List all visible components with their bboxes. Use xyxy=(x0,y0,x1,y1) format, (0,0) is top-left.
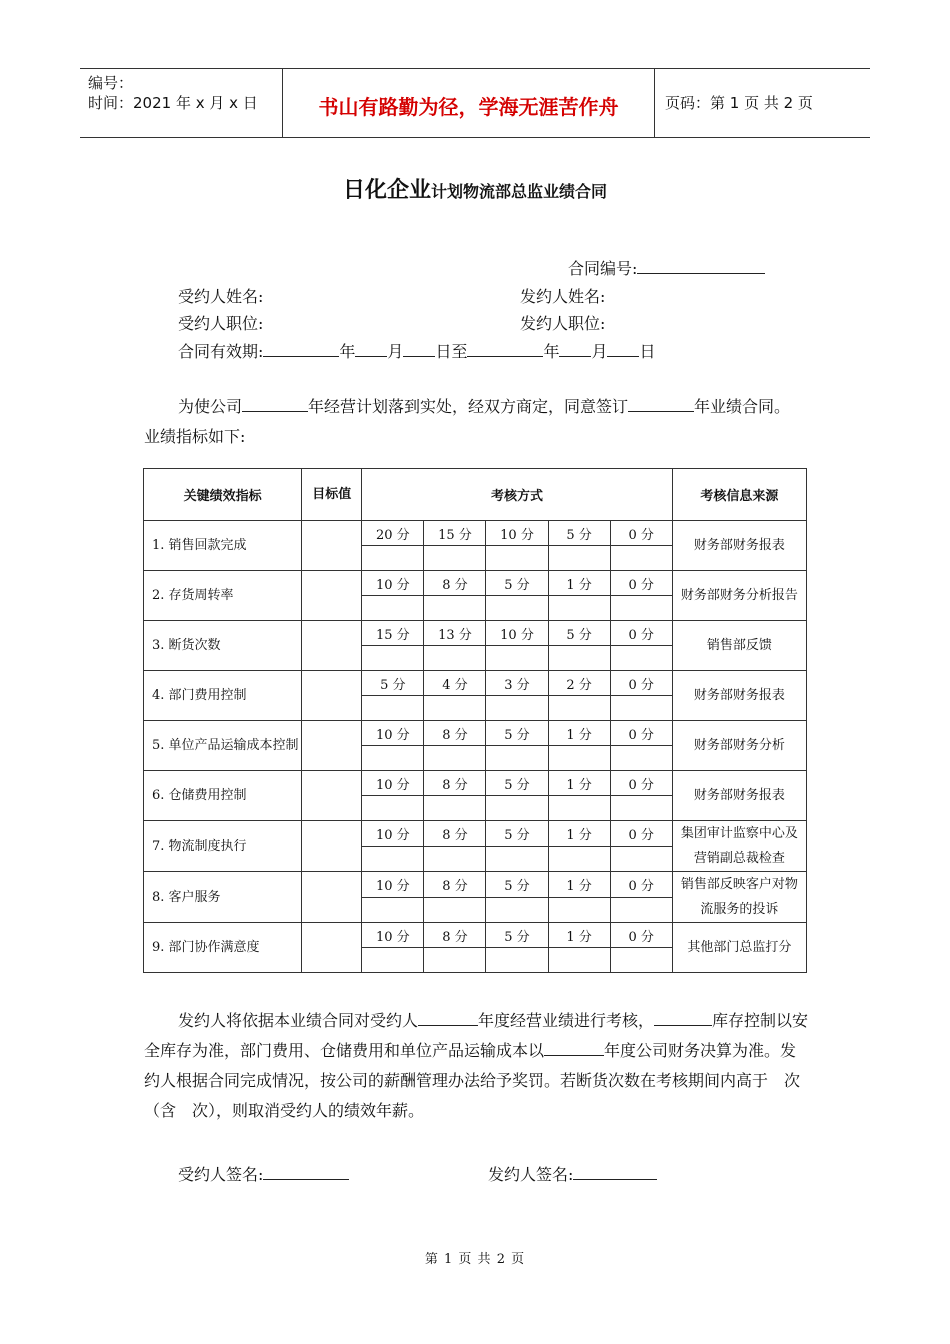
score-level: 10 分 xyxy=(486,621,548,646)
kpi-name: 6. 仓储费用控制 xyxy=(144,771,302,821)
score-level: 5 分 xyxy=(548,521,610,546)
kpi-name: 2. 存货周转率 xyxy=(144,571,302,621)
table-header-row xyxy=(144,469,807,521)
score-input-cell[interactable] xyxy=(610,746,672,771)
year-text: 年 xyxy=(339,342,356,361)
closing-a1: 发约人将依据本业绩合同对受约人 xyxy=(178,1011,419,1030)
score-level: 5 分 xyxy=(486,872,548,898)
info-source: 财务部财务分析 xyxy=(672,721,806,771)
kpi-name: 3. 断货次数 xyxy=(144,621,302,671)
intro-p1: 为使公司 xyxy=(178,397,243,416)
title-main: 日化企业 xyxy=(342,178,431,203)
end-day-blank[interactable] xyxy=(607,342,639,357)
issuer-signature-label: 发约人签名: xyxy=(488,1165,574,1184)
recipient-position-label: 受约人职位: xyxy=(178,314,264,333)
kpi-name: 5. 单位产品运输成本控制 xyxy=(144,721,302,771)
recipient-name-label: 受约人姓名: xyxy=(178,287,264,306)
score-level: 8 分 xyxy=(424,771,486,796)
recipient-signature-blank[interactable] xyxy=(263,1165,349,1180)
time-label: 时间：2021 年 x 月 x 日 xyxy=(88,94,258,112)
score-level: 5 分 xyxy=(362,671,424,696)
start-day-blank[interactable] xyxy=(403,342,435,357)
info-source: 其他部门总监打分 xyxy=(672,923,806,973)
info-source: 销售部反馈 xyxy=(672,621,806,671)
score-level: 1 分 xyxy=(548,821,610,847)
score-level: 10 分 xyxy=(362,872,424,898)
intro-year-blank-1[interactable] xyxy=(242,397,308,412)
intro-p4: 业绩指标如下: xyxy=(144,427,246,446)
score-level: 1 分 xyxy=(548,923,610,948)
score-level: 10 分 xyxy=(362,721,424,746)
score-level: 5 分 xyxy=(486,571,548,596)
score-input-cell[interactable] xyxy=(424,948,486,973)
score-level: 3 分 xyxy=(486,671,548,696)
year-text-2: 年 xyxy=(543,342,560,361)
score-level: 5 分 xyxy=(486,923,548,948)
document-title xyxy=(0,173,950,204)
issuer-name-label: 发约人姓名: xyxy=(520,287,606,306)
target-value-cell[interactable] xyxy=(302,721,362,771)
score-input-cell[interactable] xyxy=(424,696,486,721)
score-input-cell[interactable] xyxy=(362,846,424,872)
score-level: 1 分 xyxy=(548,721,610,746)
table-row xyxy=(144,872,807,898)
score-level: 8 分 xyxy=(424,872,486,898)
score-level: 15 分 xyxy=(424,521,486,546)
score-level: 10 分 xyxy=(362,771,424,796)
title-sub: 计划物流部总监业绩合同 xyxy=(431,182,608,201)
contract-no-line xyxy=(568,256,765,279)
score-level: 5 分 xyxy=(486,771,548,796)
header-method: 考核方式 xyxy=(362,469,672,521)
start-month-blank[interactable] xyxy=(355,342,387,357)
issuer-signature-line xyxy=(488,1162,657,1185)
info-source: 集团审计监察中心及营销副总裁检查 xyxy=(672,821,806,872)
score-input-cell[interactable] xyxy=(424,796,486,821)
month-text-2: 月 xyxy=(591,342,608,361)
table-row xyxy=(144,671,807,696)
score-input-cell[interactable] xyxy=(424,846,486,872)
table-row xyxy=(144,721,807,746)
kpi-table xyxy=(143,468,807,973)
score-level: 1 分 xyxy=(548,872,610,898)
score-level: 8 分 xyxy=(424,721,486,746)
score-level: 8 分 xyxy=(424,571,486,596)
header-meta xyxy=(80,69,283,137)
validity-label: 合同有效期: xyxy=(178,342,264,361)
target-value-cell[interactable] xyxy=(302,771,362,821)
score-input-cell[interactable] xyxy=(362,897,424,923)
start-year-blank[interactable] xyxy=(263,342,339,357)
score-level: 10 分 xyxy=(486,521,548,546)
table-row xyxy=(144,821,807,847)
target-value-cell[interactable] xyxy=(302,621,362,671)
kpi-name: 4. 部门费用控制 xyxy=(144,671,302,721)
closing-a4: 年度公司财务决算为准。发约人根据合同完成情况，按公司的薪酬管理办法给予奖罚。若断货次数在考核期间内高于 次（含 次），则取消受约人的绩效年薪。 xyxy=(144,1041,801,1120)
validity-line xyxy=(178,339,656,362)
score-input-cell[interactable] xyxy=(424,596,486,621)
intro-year-blank-2[interactable] xyxy=(628,397,694,412)
score-input-cell[interactable] xyxy=(548,746,610,771)
score-input-cell[interactable] xyxy=(424,746,486,771)
motto: 书山有路勤为径，学海无涯苦作舟 xyxy=(318,95,619,119)
score-level: 0 分 xyxy=(610,671,672,696)
score-level: 0 分 xyxy=(610,521,672,546)
score-input-cell[interactable] xyxy=(486,696,548,721)
score-input-cell[interactable] xyxy=(486,746,548,771)
score-input-cell[interactable] xyxy=(548,948,610,973)
score-input-cell[interactable] xyxy=(362,696,424,721)
score-level: 10 分 xyxy=(362,571,424,596)
number-label: 编号： xyxy=(88,74,134,92)
page-label: 页码：第 1 页 共 2 页 xyxy=(665,94,813,112)
score-level: 15 分 xyxy=(362,621,424,646)
score-input-cell[interactable] xyxy=(486,646,548,671)
score-level: 0 分 xyxy=(610,923,672,948)
score-input-cell[interactable] xyxy=(362,596,424,621)
intro-p3: 年业绩合同。 xyxy=(694,397,791,416)
score-input-cell[interactable] xyxy=(424,897,486,923)
info-source: 财务部财务报表 xyxy=(672,521,806,571)
score-input-cell[interactable] xyxy=(610,948,672,973)
score-input-cell[interactable] xyxy=(610,646,672,671)
contract-no-blank[interactable] xyxy=(637,259,765,274)
intro-p2: 年经营计划落到实处，经双方商定，同意签订 xyxy=(308,397,629,416)
issuer-signature-blank[interactable] xyxy=(573,1165,657,1180)
score-input-cell[interactable] xyxy=(610,546,672,571)
closing-a2: 年度经营业绩进行考核， xyxy=(478,1011,655,1030)
score-level: 13 分 xyxy=(424,621,486,646)
score-input-cell[interactable] xyxy=(486,897,548,923)
table-row xyxy=(144,923,807,948)
score-level: 0 分 xyxy=(610,821,672,847)
score-level: 5 分 xyxy=(486,821,548,847)
score-level: 0 分 xyxy=(610,771,672,796)
info-source: 销售部反映客户对物流服务的投诉 xyxy=(672,872,806,923)
header-page-cell xyxy=(655,69,870,137)
target-value-cell[interactable] xyxy=(302,671,362,721)
score-input-cell[interactable] xyxy=(610,696,672,721)
score-input-cell[interactable] xyxy=(610,596,672,621)
score-input-cell[interactable] xyxy=(424,646,486,671)
score-level: 0 分 xyxy=(610,571,672,596)
score-input-cell[interactable] xyxy=(548,796,610,821)
table-row xyxy=(144,571,807,596)
end-year-blank[interactable] xyxy=(467,342,543,357)
score-input-cell[interactable] xyxy=(548,846,610,872)
score-level: 10 分 xyxy=(362,923,424,948)
month-text: 月 xyxy=(387,342,404,361)
table-row xyxy=(144,621,807,646)
score-level: 10 分 xyxy=(362,821,424,847)
target-value-cell[interactable] xyxy=(302,821,362,872)
header-kpi: 关键绩效指标 xyxy=(144,469,302,521)
table-row xyxy=(144,521,807,546)
score-input-cell[interactable] xyxy=(424,546,486,571)
closing-a3: 库存控制以安全库存为准，部门费用、仓储费用和单位产品运输成本以 xyxy=(144,1011,809,1060)
score-input-cell[interactable] xyxy=(362,746,424,771)
score-input-cell[interactable] xyxy=(362,796,424,821)
closing-blank-2[interactable] xyxy=(654,1011,712,1026)
info-source: 财务部财务分析报告 xyxy=(672,571,806,621)
score-level: 1 分 xyxy=(548,771,610,796)
score-input-cell[interactable] xyxy=(362,948,424,973)
closing-blank-3[interactable] xyxy=(544,1041,604,1056)
score-input-cell[interactable] xyxy=(486,846,548,872)
score-input-cell[interactable] xyxy=(486,948,548,973)
score-input-cell[interactable] xyxy=(362,546,424,571)
score-input-cell[interactable] xyxy=(486,546,548,571)
score-level: 0 分 xyxy=(610,872,672,898)
score-input-cell[interactable] xyxy=(548,696,610,721)
score-level: 2 分 xyxy=(548,671,610,696)
kpi-name: 7. 物流制度执行 xyxy=(144,821,302,872)
score-input-cell[interactable] xyxy=(362,646,424,671)
info-source: 财务部财务报表 xyxy=(672,671,806,721)
kpi-name: 8. 客户服务 xyxy=(144,872,302,923)
day-to-text: 日至 xyxy=(435,342,468,361)
intro-paragraph xyxy=(144,392,812,452)
score-input-cell[interactable] xyxy=(548,646,610,671)
score-level: 8 分 xyxy=(424,923,486,948)
target-value-cell[interactable] xyxy=(302,521,362,571)
score-level: 4 分 xyxy=(424,671,486,696)
score-input-cell[interactable] xyxy=(486,796,548,821)
score-input-cell[interactable] xyxy=(548,897,610,923)
score-input-cell[interactable] xyxy=(610,846,672,872)
day-text: 日 xyxy=(639,342,656,361)
kpi-name: 1. 销售回款完成 xyxy=(144,521,302,571)
score-input-cell[interactable] xyxy=(610,796,672,821)
header-source: 考核信息来源 xyxy=(672,469,806,521)
score-level: 5 分 xyxy=(548,621,610,646)
score-input-cell[interactable] xyxy=(548,596,610,621)
recipient-signature-line xyxy=(178,1162,349,1185)
end-month-blank[interactable] xyxy=(559,342,591,357)
page-footer: 第 1 页 共 2 页 xyxy=(424,1252,526,1267)
closing-paragraph xyxy=(144,1006,812,1126)
kpi-name: 9. 部门协作满意度 xyxy=(144,923,302,973)
page-header xyxy=(80,68,870,138)
header-motto-cell xyxy=(283,69,655,137)
recipient-signature-label: 受约人签名: xyxy=(178,1165,264,1184)
target-value-cell[interactable] xyxy=(302,872,362,923)
issuer-position-label: 发约人职位: xyxy=(520,314,606,333)
score-level: 20 分 xyxy=(362,521,424,546)
contract-no-label: 合同编号: xyxy=(568,259,638,278)
score-level: 0 分 xyxy=(610,721,672,746)
score-level: 8 分 xyxy=(424,821,486,847)
score-input-cell[interactable] xyxy=(610,897,672,923)
score-level: 1 分 xyxy=(548,571,610,596)
target-value-cell[interactable] xyxy=(302,571,362,621)
score-input-cell[interactable] xyxy=(486,596,548,621)
info-source: 财务部财务报表 xyxy=(672,771,806,821)
table-row xyxy=(144,771,807,796)
score-level: 5 分 xyxy=(486,721,548,746)
closing-blank-1[interactable] xyxy=(418,1011,478,1026)
score-input-cell[interactable] xyxy=(548,546,610,571)
header-target: 目标值 xyxy=(302,469,362,521)
score-level: 0 分 xyxy=(610,621,672,646)
target-value-cell[interactable] xyxy=(302,923,362,973)
